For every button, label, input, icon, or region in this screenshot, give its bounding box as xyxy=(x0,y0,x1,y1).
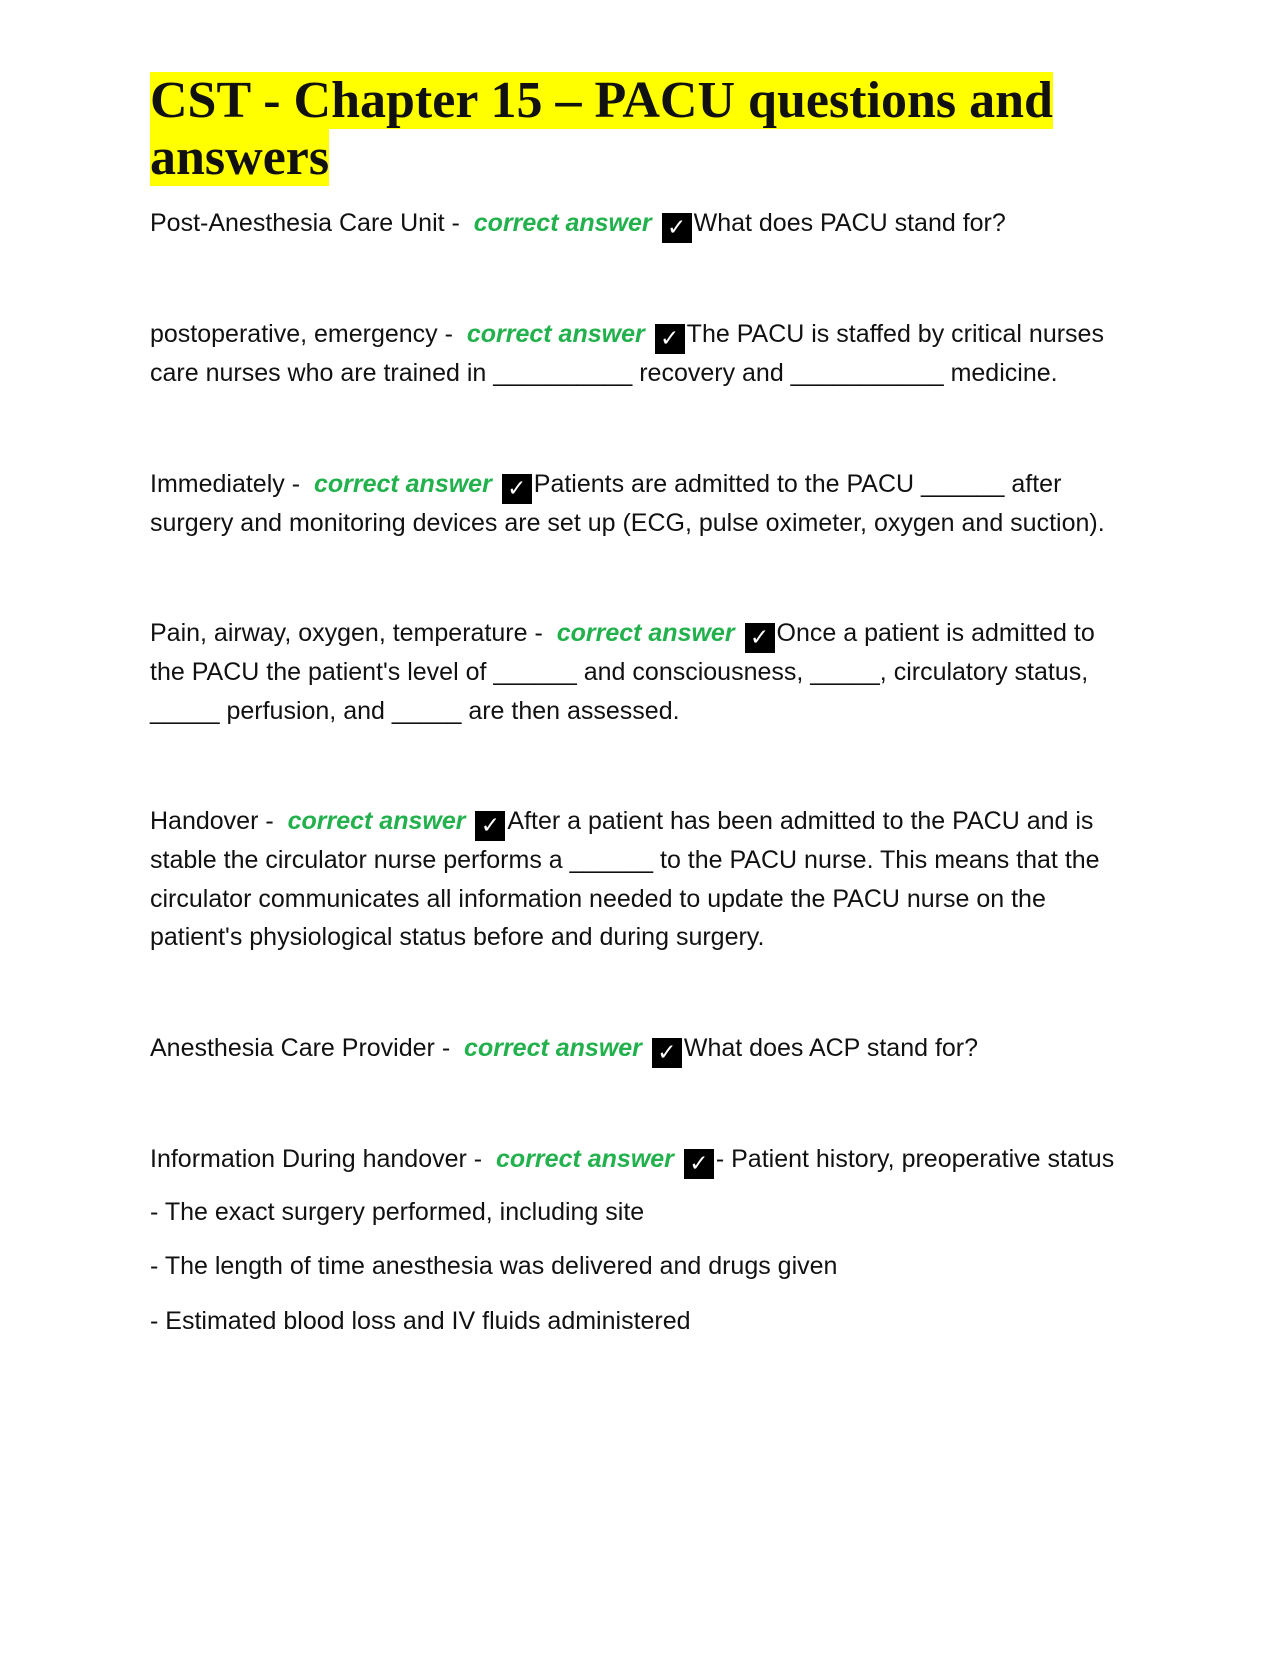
question-text: Patients are admitted to the PACU ______ after surgery and monitoring devices are set up (ECG, pulse oximeter, oxygen and suction). xyxy=(150,469,1105,537)
correct-answer-label: correct answer xyxy=(496,1144,674,1173)
checkmark-icon: ✓ xyxy=(652,1038,682,1068)
qa-item-5: Handover - correct answer ✓ After a patient has been admitted to the PACU and is stable the circulator nurse performs a ______ to the PACU nurse. This means that the circulator communicates all information needed to update the PACU nurse on the patient's physiological status before and during surgery. xyxy=(150,807,1100,951)
qa-item-7: Information During handover - correct answer ✓ - Patient history, preoperative status xyxy=(150,1144,1115,1177)
checkmark-icon: ✓ xyxy=(655,324,685,354)
answer-text: postoperative, emergency xyxy=(150,320,438,348)
answer-text: Anesthesia Care Provider xyxy=(150,1033,435,1062)
question-text: What does PACU stand for? xyxy=(693,209,1006,237)
correct-answer-label: correct answer xyxy=(464,1033,642,1062)
handover-detail-2: - The length of time anesthesia was delivered and drugs given xyxy=(150,1252,838,1280)
qa-item-4: Pain, airway, oxygen, temperature - correct answer ✓ Once a patient is admitted to the PACU the patient's level of ______ and consciousness, _____, circulatory status, _____ perfusion, and _____ are then assessed. xyxy=(150,619,1095,725)
answer-text: Immediately xyxy=(150,469,285,498)
correct-answer-label: correct answer xyxy=(556,619,735,647)
correct-answer-label: correct answer xyxy=(313,469,492,498)
question-text: After a patient has been admitted to the PACU and is stable the circulator nurse performs a ______ to the PACU nurse. This means that the circulator communicates all information needed to update the PACU nurse on the patient's physiological status before and during surgery. xyxy=(150,807,1100,951)
title-highlight: CST - Chapter 15 – PACU questions and answers xyxy=(150,72,1053,186)
handover-detail-1: - The exact surgery performed, including site xyxy=(150,1197,645,1226)
qa-item-3: Immediately - correct answer ✓ Patients are admitted to the PACU ______ after surgery and monitoring devices are set up (ECG, pulse oximeter, oxygen and suction). xyxy=(150,469,1105,537)
qa-item-2: postoperative, emergency - correct answer ✓ The PACU is staffed by critical nurses care nurses who are trained in __________ recovery and ___________ medicine. xyxy=(150,320,1104,387)
checkmark-icon: ✓ xyxy=(475,811,505,841)
document-title xyxy=(150,72,1130,186)
correct-answer-label: correct answer xyxy=(466,320,645,348)
handover-detail-3: - Estimated blood loss and IV fluids administered xyxy=(150,1306,691,1335)
question-text: - Patient history, preoperative status xyxy=(715,1144,1115,1173)
checkmark-icon: ✓ xyxy=(684,1149,714,1179)
checkmark-icon: ✓ xyxy=(745,623,775,653)
question-text: What does ACP stand for? xyxy=(683,1033,979,1062)
question-text: Once a patient is admitted to the PACU the patient's level of ______ and consciousness, _____, circulatory status, _____ perfusion, and _____ are then assessed. xyxy=(150,619,1095,725)
checkmark-icon: ✓ xyxy=(502,474,532,504)
answer-text: Handover xyxy=(150,807,259,835)
answer-text: Pain, airway, oxygen, temperature xyxy=(150,619,528,647)
qa-item-1: Post-Anesthesia Care Unit - correct answer ✓ What does PACU stand for? xyxy=(150,209,1006,241)
document-page xyxy=(150,72,1130,1340)
correct-answer-label: correct answer xyxy=(473,209,652,237)
correct-answer-label: correct answer xyxy=(287,807,466,835)
checkmark-icon: ✓ xyxy=(662,213,692,243)
answer-text: Information During handover xyxy=(150,1144,467,1173)
answer-text: Post-Anesthesia Care Unit xyxy=(150,209,445,237)
qa-item-6: Anesthesia Care Provider - correct answer ✓ What does ACP stand for? xyxy=(150,1033,979,1066)
question-text: The PACU is staffed by critical nurses care nurses who are trained in __________ recovery and ___________ medicine. xyxy=(150,320,1104,387)
